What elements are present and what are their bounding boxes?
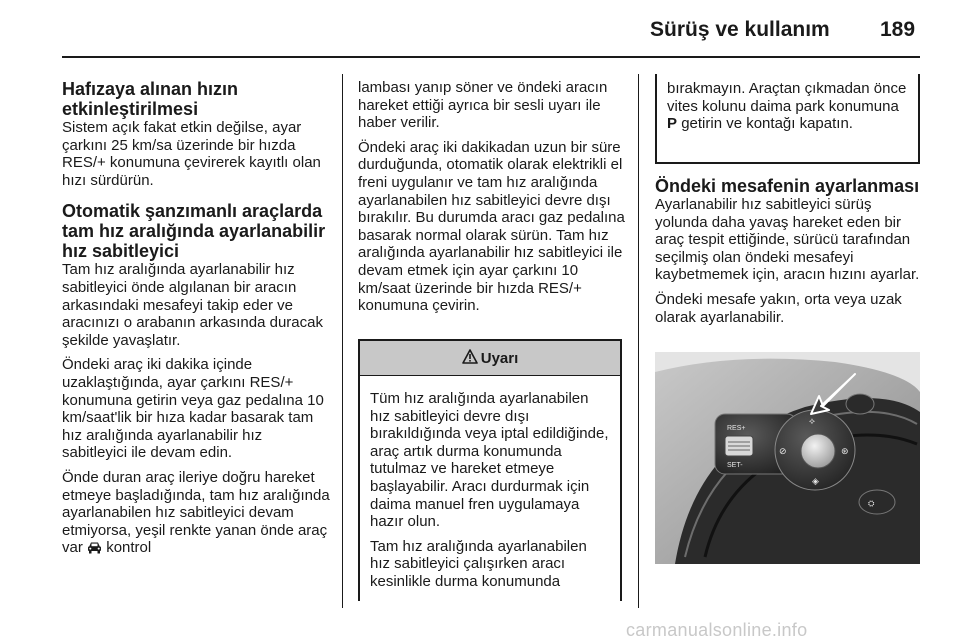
paragraph: Sistem açık fakat etkin değilse, ayar çarkını 25 km/sa üzerinde bir hızda RES/+ konumuna çevirerek kayıtlı olan hızı sürdürün. — [62, 119, 321, 189]
vehicle-ahead-icon — [87, 541, 102, 559]
page-header-title: Sürüş ve kullanım — [650, 18, 830, 41]
paragraph — [62, 469, 330, 559]
warning-paragraph: Tüm hız aralığında ayarlanabilen hız sabitleyici devre dışı bırakıldığında veya iptal edildiğinde, araç artık durma konumunda tutulmaz ve hareket etmeye başlayabilir. Aracı durdurmak için daima manuel fren uygulamaya hazır olun. — [370, 390, 609, 531]
paragraph: Ayarlanabilir hız sabitleyici sürüş yolunda daha yavaş hareket eden bir araç tespit ettiğinde, sürücü tarafından seçilmiş olan öndeki mesafeyi kaybetmemek için, aracın hızını ayarlar. — [655, 196, 920, 284]
paragraph: Tam hız aralığında ayarlanabilir hız sabitleyici önde algılanan bir aracın arkasındaki mesafeyi takip eder ve aracınızı o arabanın arkasında duracak şekilde yavaşlatır. — [62, 261, 323, 349]
park-position-label: P — [667, 115, 678, 133]
paragraph: lambası yanıp söner ve öndeki aracın hareket ettiği ayrıca bir sesli uyarı ile haber verilir. — [358, 79, 608, 132]
steering-wheel-controls-photo — [655, 352, 920, 564]
res-label: RES+ — [727, 425, 746, 432]
svg-text:⛭: ⛭ — [868, 499, 875, 508]
section-heading: Otomatik şanzımanlı araçlarda tam hız aralığında ayarlanabilir hız sabitleyici — [62, 201, 326, 262]
paragraph-text: Önde duran araç ileriye doğru hareket etmeye başladığında, tam hız aralığında ayarlanabilen hız sabitleyici devam etmiyorsa, yeşil renkte yanan önde araç var — [62, 468, 330, 557]
column-divider — [342, 74, 343, 608]
section-heading: Hafızaya alınan hızın etkinleştirilmesi — [62, 79, 239, 119]
watermark: carmanualsonline.info — [626, 620, 808, 640]
paragraph: Öndeki araç iki dakikadan uzun bir süre durduğunda, otomatik olarak elektrikli el freni uygulanır ve tam hız aralığında ayarlanabilen hız sabitleyici devre dışı bırakılır. Bu durumda aracı gaz pedalına basarak normal olarak sürün. Tam hız aralığında ayarlanabilir hız sabitleyici ile devam etmek için ayar çarkını 10 km/saat üzerinde bir hızda RES/+ konumuna çevirin. — [358, 138, 625, 315]
column-2 — [358, 79, 630, 315]
page-number: 189 — [880, 18, 916, 41]
warning-title: Uyarı — [480, 349, 519, 367]
warning-continuation-box — [655, 74, 920, 164]
warning-triangle-icon — [462, 349, 481, 368]
svg-text:⊛: ⊛ — [841, 447, 849, 457]
note-text: bırakmayın. Araçtan çıkmadan önce vites kolunu daima park konumuna — [667, 80, 907, 115]
header-divider — [62, 56, 920, 58]
warning-paragraph: Tam hız aralığında ayarlanabilen hız sabitleyici çalışırken aracı kesinlikle durma konumunda — [370, 537, 587, 590]
svg-text:◈: ◈ — [812, 477, 819, 487]
paragraph: Öndeki mesafe yakın, orta veya uzak olarak ayarlanabilir. — [655, 290, 902, 326]
svg-text:⊘: ⊘ — [779, 447, 787, 457]
warning-header — [360, 341, 620, 376]
svg-text:⟡: ⟡ — [809, 417, 815, 427]
section-heading: Öndeki mesafenin ayarlanması — [655, 176, 920, 196]
paragraph-text: kontrol — [106, 539, 152, 557]
note-text: getirin ve kontağı kapatın. — [681, 115, 853, 133]
set-label: SET- — [727, 462, 743, 469]
column-divider — [638, 74, 639, 608]
paragraph: Öndeki araç iki dakika içinde uzaklaştığında, ayar çarkını RES/+ konumuna getirin veya gaz pedalına 10 km/saat'lik bir hıza kadar basarak tam hız aralığında ayarlanabilir hız sabitleyici ile devam edin. — [62, 356, 324, 462]
column-3 — [655, 176, 923, 326]
column-1 — [62, 79, 330, 559]
warning-box — [358, 339, 622, 601]
